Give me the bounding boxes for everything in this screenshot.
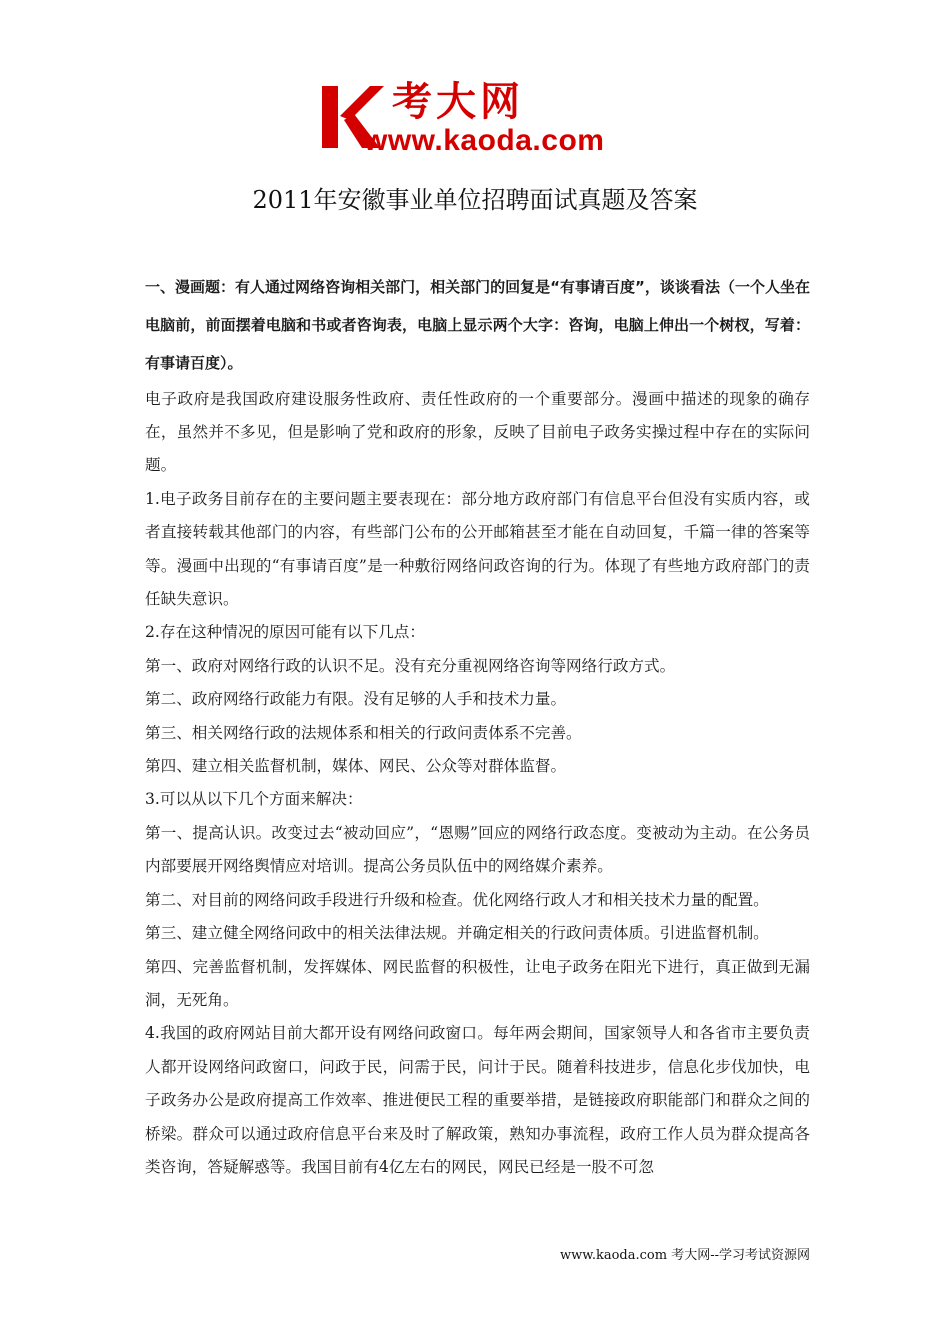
- paragraph: 第三、相关网络行政的法规体系和相关的行政问责体系不完善。: [145, 723, 582, 742]
- paragraph: 电子政府是我国政府建设服务性政府、责任性政府的一个重要部分。漫画中描述的现象的确存在，虽然并不多见，但是影响了党和政府的形象，反映了目前电子政务实操过程中存在的实际问题。: [145, 389, 810, 475]
- paragraph: 第一、政府对网络行政的认识不足。没有充分重视网络咨询等网络行政方式。: [145, 656, 676, 675]
- paragraph: 第二、对目前的网络问政手段进行升级和检查。优化网络行政人才和相关技术力量的配置。: [145, 890, 769, 909]
- paragraph: 第四、建立相关监督机制，媒体、网民、公众等对群体监督。: [145, 757, 567, 776]
- paragraph: 4.我国的政府网站目前大都开设有网络问政窗口。每年两会期间，国家领导人和各省市主要负责人都开设网络问政窗口，问政于民，问需于民，问计于民。随着科技进步，信息化步伐加快，电子政务办公是政府提高工作效率、推进便民工程的重要举措，是链接政府职能部门和群众之间的桥梁。群众可以通过政府信息平台来及时了解政策，熟知办事流程，政府工作人员为群众提高各类咨询，答疑解惑等。我国目前有4亿左右的网民，网民已经是一股不可忽: [145, 1024, 810, 1176]
- site-logo[interactable]: [318, 78, 638, 158]
- page-footer: www.kaoda.com 考大网--学习考试资源网: [560, 1248, 810, 1263]
- question-heading: 一、漫画题：有人通过网络咨询相关部门，相关部门的回复是“有事请百度”，谈谈看法（一个人坐在电脑前，前面摆着电脑和书或者咨询表，电脑上显示两个大字：咨询，电脑上伸出一个树杈，写着：有事请百度）。: [145, 278, 810, 373]
- document-body: [145, 268, 810, 1184]
- paragraph: 第三、建立健全网络问政中的相关法律法规。并确定相关的行政问责体质。引进监督机制。: [145, 924, 769, 943]
- document-title: 2011年安徽事业单位招聘面试真题及答案: [252, 186, 698, 214]
- paragraph: 1.电子政务目前存在的主要问题主要表现在：部分地方政府部门有信息平台但没有实质内容，或者直接转载其他部门的内容，有些部门公布的公开邮箱甚至才能在自动回复，千篇一律的答案等等。漫画中出现的“有事请百度”是一种敷衍网络问政咨询的行为。体现了有些地方政府部门的责任缺失意识。: [145, 489, 810, 609]
- paragraph: 第二、政府网络行政能力有限。没有足够的人手和技术力量。: [145, 690, 567, 709]
- paragraph: 第四、完善监督机制，发挥媒体、网民监督的积极性，让电子政务在阳光下进行，真正做到无漏洞，无死角。: [145, 957, 810, 1009]
- paragraph: 3.可以从以下几个方面来解决：: [145, 790, 363, 809]
- paragraph: 2.存在这种情况的原因可能有以下几点：: [145, 623, 425, 642]
- logo-brand-name: 考大网: [392, 79, 524, 125]
- logo-brand-url: www.kaoda.com: [364, 124, 605, 157]
- paragraph: 第一、提高认识。改变过去“被动回应”，“恩赐”回应的网络行政态度。变被动为主动。在公务员内部要展开网络舆情应对培训。提高公务员队伍中的网络媒介素养。: [145, 823, 810, 876]
